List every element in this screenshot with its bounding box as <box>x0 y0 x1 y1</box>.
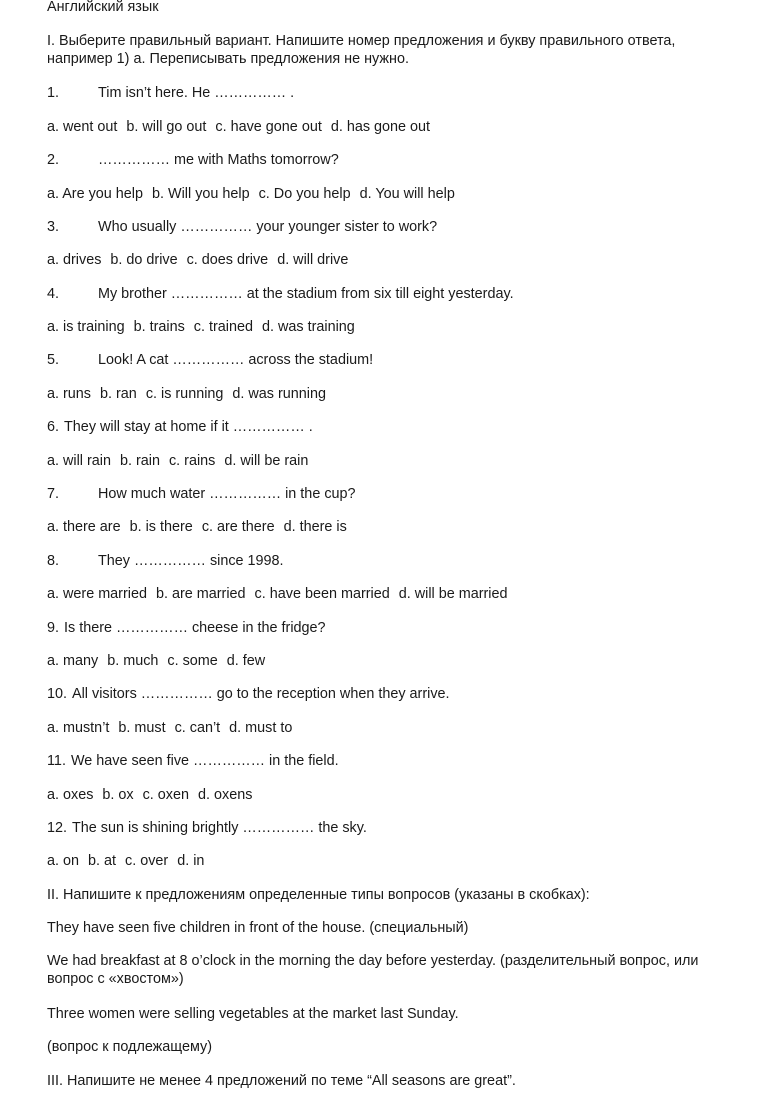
option-d: d. You will help <box>359 186 455 202</box>
question-1 <box>47 84 294 102</box>
option-d: d. will be married <box>398 586 508 602</box>
question-4 <box>47 285 514 303</box>
option-a: a. many <box>47 653 99 669</box>
question-number: 11. <box>47 753 66 769</box>
question-7 <box>47 485 356 503</box>
option-a: a. were married <box>47 586 147 602</box>
question-text: How much water …………… in the cup? <box>98 486 356 502</box>
question-number: 9. <box>47 620 60 636</box>
part1-instruction: I. Выберите правильный вариант. Напишите номер предложения и букву правильного ответа, например 1) а. Переписывать предложения не нужно. <box>47 33 676 67</box>
option-b: b. much <box>107 653 159 669</box>
option-c: c. are there <box>201 519 275 535</box>
option-d: d. was running <box>232 386 327 402</box>
option-c: c. trained <box>193 319 253 335</box>
question-2 <box>47 151 339 169</box>
option-a: a. runs <box>47 386 91 402</box>
option-a: a. drives <box>47 252 102 268</box>
subject-title: Английский язык <box>47 0 159 15</box>
option-c: c. over <box>125 853 169 869</box>
option-b: b. must <box>118 720 166 736</box>
option-c: c. can’t <box>174 720 221 736</box>
option-d: d. was training <box>262 319 355 335</box>
question-number: 5. <box>47 352 60 368</box>
option-c: c. rains <box>168 453 216 469</box>
options-6 <box>47 452 308 470</box>
option-d: d. oxens <box>198 787 253 803</box>
question-number: 8. <box>47 553 60 569</box>
option-a: a. is training <box>47 319 125 335</box>
option-d: d. will drive <box>277 252 349 268</box>
options-11 <box>47 786 252 804</box>
part2-sentence-3: Three women were selling vegetables at the market last Sunday. <box>47 1006 459 1022</box>
options-5 <box>47 385 326 403</box>
question-text: All visitors …………… go to the reception when they arrive. <box>72 686 450 702</box>
question-text: Is there …………… cheese in the fridge? <box>64 620 326 636</box>
options-12 <box>47 852 204 870</box>
option-a: a. will rain <box>47 453 111 469</box>
options-7 <box>47 518 347 536</box>
part2-instruction: II. Напишите к предложениям определенные типы вопросов (указаны в скобках): <box>47 887 590 903</box>
option-c: c. some <box>167 653 218 669</box>
option-a: a. Are you help <box>47 186 144 202</box>
option-c: c. Do you help <box>258 186 351 202</box>
option-b: b. trains <box>133 319 185 335</box>
question-6 <box>47 418 313 436</box>
option-c: c. is running <box>145 386 224 402</box>
option-a: a. went out <box>47 119 118 135</box>
option-b: b. ran <box>100 386 137 402</box>
options-2 <box>47 185 455 203</box>
option-b: b. is there <box>129 519 193 535</box>
question-8 <box>47 552 284 570</box>
question-text: Who usually …………… your younger sister to work? <box>98 219 438 235</box>
option-b: b. rain <box>119 453 160 469</box>
question-number: 2. <box>47 152 60 168</box>
option-d: d. in <box>177 853 205 869</box>
part2-sentence-1: They have seen five children in front of the house. (специальный) <box>47 920 469 936</box>
option-b: b. Will you help <box>152 186 250 202</box>
question-text: Tim isn’t here. He …………… . <box>98 85 295 101</box>
question-number: 1. <box>47 85 60 101</box>
options-9 <box>47 652 265 670</box>
option-c: c. does drive <box>186 252 269 268</box>
question-9 <box>47 619 326 637</box>
option-d: d. has gone out <box>330 119 431 135</box>
options-3 <box>47 251 348 269</box>
option-b: b. ox <box>102 787 134 803</box>
question-text: We have seen five …………… in the field. <box>70 753 339 769</box>
option-b: b. are married <box>155 586 246 602</box>
options-8 <box>47 585 508 603</box>
option-a: a. there are <box>47 519 121 535</box>
options-1 <box>47 118 430 136</box>
option-c: c. have been married <box>254 586 390 602</box>
option-b: b. will go out <box>126 119 207 135</box>
question-text: …………… me with Maths tomorrow? <box>98 152 339 168</box>
option-d: d. will be rain <box>224 453 309 469</box>
options-4 <box>47 318 355 336</box>
part3-instruction: III. Напишите не менее 4 предложений по теме “All seasons are great”. <box>47 1073 516 1089</box>
question-5 <box>47 351 373 369</box>
question-number: 3. <box>47 219 60 235</box>
option-c: c. oxen <box>142 787 190 803</box>
question-text: They will stay at home if it …………… . <box>64 419 313 435</box>
option-d: d. few <box>226 653 266 669</box>
question-number: 7. <box>47 486 60 502</box>
option-b: b. at <box>88 853 117 869</box>
options-10 <box>47 719 292 737</box>
question-text: My brother …………… at the stadium from six till eight yesterday. <box>98 286 514 302</box>
question-3 <box>47 218 437 236</box>
option-a: a. mustn’t <box>47 720 110 736</box>
question-number: 12. <box>47 820 68 836</box>
option-a: a. oxes <box>47 787 94 803</box>
question-text: They …………… since 1998. <box>98 553 284 569</box>
question-number: 10. <box>47 686 68 702</box>
question-number: 6. <box>47 419 60 435</box>
option-c: c. have gone out <box>215 119 322 135</box>
option-d: d. there is <box>283 519 347 535</box>
question-number: 4. <box>47 286 60 302</box>
option-a: a. on <box>47 853 80 869</box>
question-text: The sun is shining brightly …………… the sky. <box>72 820 367 836</box>
question-text: Look! A cat …………… across the stadium! <box>98 352 374 368</box>
question-12 <box>47 819 367 837</box>
question-10 <box>47 685 450 703</box>
part2-sentence-3-note: (вопрос к подлежащему) <box>47 1039 213 1055</box>
part2-sentence-2: We had breakfast at 8 o’clock in the morning the day before yesterday. (разделительный вопрос, или вопрос с «хвостом») <box>47 953 699 987</box>
option-d: d. must to <box>229 720 293 736</box>
option-b: b. do drive <box>110 252 178 268</box>
question-11 <box>47 752 339 770</box>
